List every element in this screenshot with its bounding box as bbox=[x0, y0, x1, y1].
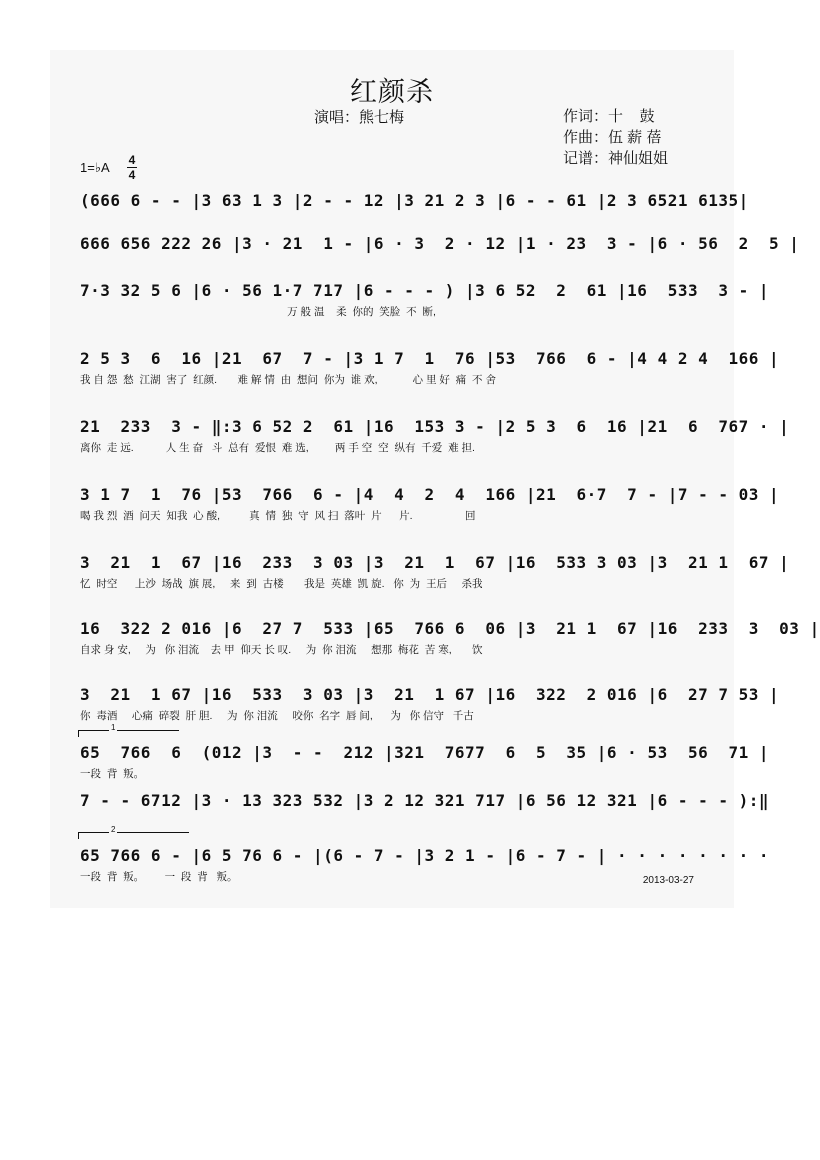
second-ending-number: 2 bbox=[111, 825, 116, 834]
notation-line: 2 5 3 6 16 |21 67 7 - |3 1 7 1 76 |53 766 6 - |4 4 2 4 166 | bbox=[80, 349, 780, 368]
score-row-5 bbox=[80, 416, 790, 455]
notation-line: 3 21 1 67 |16 533 3 03 |3 21 1 67 |16 322 2 016 |6 27 7 53 | bbox=[80, 685, 780, 704]
score-row-6 bbox=[80, 484, 780, 523]
lyric-line bbox=[80, 215, 714, 229]
key-signature: 1=♭A bbox=[80, 160, 110, 175]
time-signature-top: 4 bbox=[128, 153, 136, 167]
score-sheet bbox=[50, 50, 820, 908]
time-signature bbox=[127, 154, 137, 181]
song-title: 红颜杀 bbox=[350, 77, 434, 107]
score-row-3 bbox=[80, 280, 770, 319]
score-row-10 bbox=[80, 742, 770, 781]
notation-line: 3 1 7 1 76 |53 766 6 - |4 4 2 4 166 |21 6·7 7 - |7 - - 03 | bbox=[80, 485, 780, 504]
lyric-line: 一段 背 叛。 一 段 背 叛。 bbox=[80, 871, 238, 883]
lyric-line bbox=[80, 815, 714, 829]
notation-line: 7·3 32 5 6 |6 · 56 1·7 717 |6 - - - ) |3 6 52 2 61 |16 533 3 - | bbox=[80, 281, 770, 300]
lyric-line: 万 般 温 柔 你的 笑脸 不 断, bbox=[80, 306, 436, 318]
transcriber-credit: 记谱：神仙姐姐 bbox=[563, 150, 669, 167]
lyric-line bbox=[80, 258, 714, 272]
composer-credit: 作曲：伍 薪 蓓 bbox=[563, 129, 662, 146]
score-row-9 bbox=[80, 684, 780, 723]
lyric-line: 自求 身 安, 为 你 泪流 去 甲 仰天 长 叹. 为 你 泪流 想那 梅花 苦 寒, 饮 bbox=[80, 644, 483, 656]
lyricist-credit: 作词：十 鼓 bbox=[563, 108, 655, 125]
notation-line: 65 766 6 - |6 5 76 6 - |(6 - 7 - |3 2 1 - |6 - 7 - | · · · · · · · · bbox=[80, 846, 770, 865]
notation-line: 21 233 3 - ‖:3 6 52 2 61 |16 153 3 - |2 5 3 6 16 |21 6 767 · | bbox=[80, 417, 790, 436]
notation-line: 65 766 6 (012 |3 - - 212 |321 7677 6 5 35 |6 · 53 56 71 | bbox=[80, 743, 770, 762]
lyric-line: 你 毒酒 心痛 碎裂 肝 胆. 为 你 泪流 咬你 名字 唇 间, 为 你 信守 千古 bbox=[80, 710, 474, 722]
credits-block bbox=[563, 106, 668, 169]
score-row-1 bbox=[80, 190, 749, 229]
notation-line: 3 21 1 67 |16 233 3 03 |3 21 1 67 |16 533 3 03 |3 21 1 67 | bbox=[80, 553, 790, 572]
notation-line: 7 - - 6712 |3 · 13 323 532 |3 2 12 321 717 |6 56 12 321 |6 - - - ):‖ bbox=[80, 791, 770, 810]
lyric-line: 喝 我 烈 酒 问天 知我 心 酸, 真 情 独 守 风 扫 落叶 片 片. 回 bbox=[80, 510, 476, 522]
score-row-2 bbox=[80, 233, 800, 272]
notation-line: 16 322 2 016 |6 27 7 533 |65 766 6 06 |3 21 1 67 |16 233 3 03 | bbox=[80, 619, 820, 638]
score-row-8 bbox=[80, 618, 820, 657]
score-row-7 bbox=[80, 552, 790, 591]
score-row-4 bbox=[80, 348, 780, 387]
score-row-12 bbox=[80, 845, 770, 884]
lyric-line: 离你 走 远. 人 生 奋 斗 总有 爱恨 难 选, 两 手 空 空 纵有 千爱 难 担. bbox=[80, 442, 475, 454]
first-ending-number: 1 bbox=[111, 723, 116, 732]
lyric-line: 我 自 怨 愁 江湖 害了 红颜. 难 解 情 由 想问 你为 谁 欢, 心 里 好 痛 不 舍 bbox=[80, 374, 496, 386]
lyric-line: 忆 时空 上沙 场战 旗 展, 来 到 古楼 我是 英雄 凯 旋. 你 为 王后 杀我 bbox=[80, 578, 483, 590]
singer-credit: 演唱：熊七梅 bbox=[314, 109, 405, 126]
notation-line: 666 656 222 26 |3 · 21 1 - |6 · 3 2 · 12 |1 · 23 3 - |6 · 56 2 5 | bbox=[80, 234, 800, 253]
score-row-11 bbox=[80, 790, 770, 829]
time-signature-bottom: 4 bbox=[128, 168, 136, 182]
notation-line: (666 6 - - |3 63 1 3 |2 - - 12 |3 21 2 3 |6 - - 61 |2 3 6521 6135| bbox=[80, 191, 749, 210]
lyric-line: 一段 背 叛。 bbox=[80, 768, 145, 780]
second-ending-bracket bbox=[78, 825, 189, 839]
first-ending-bracket bbox=[78, 723, 179, 737]
transcription-date: 2013-03-27 bbox=[642, 875, 694, 886]
